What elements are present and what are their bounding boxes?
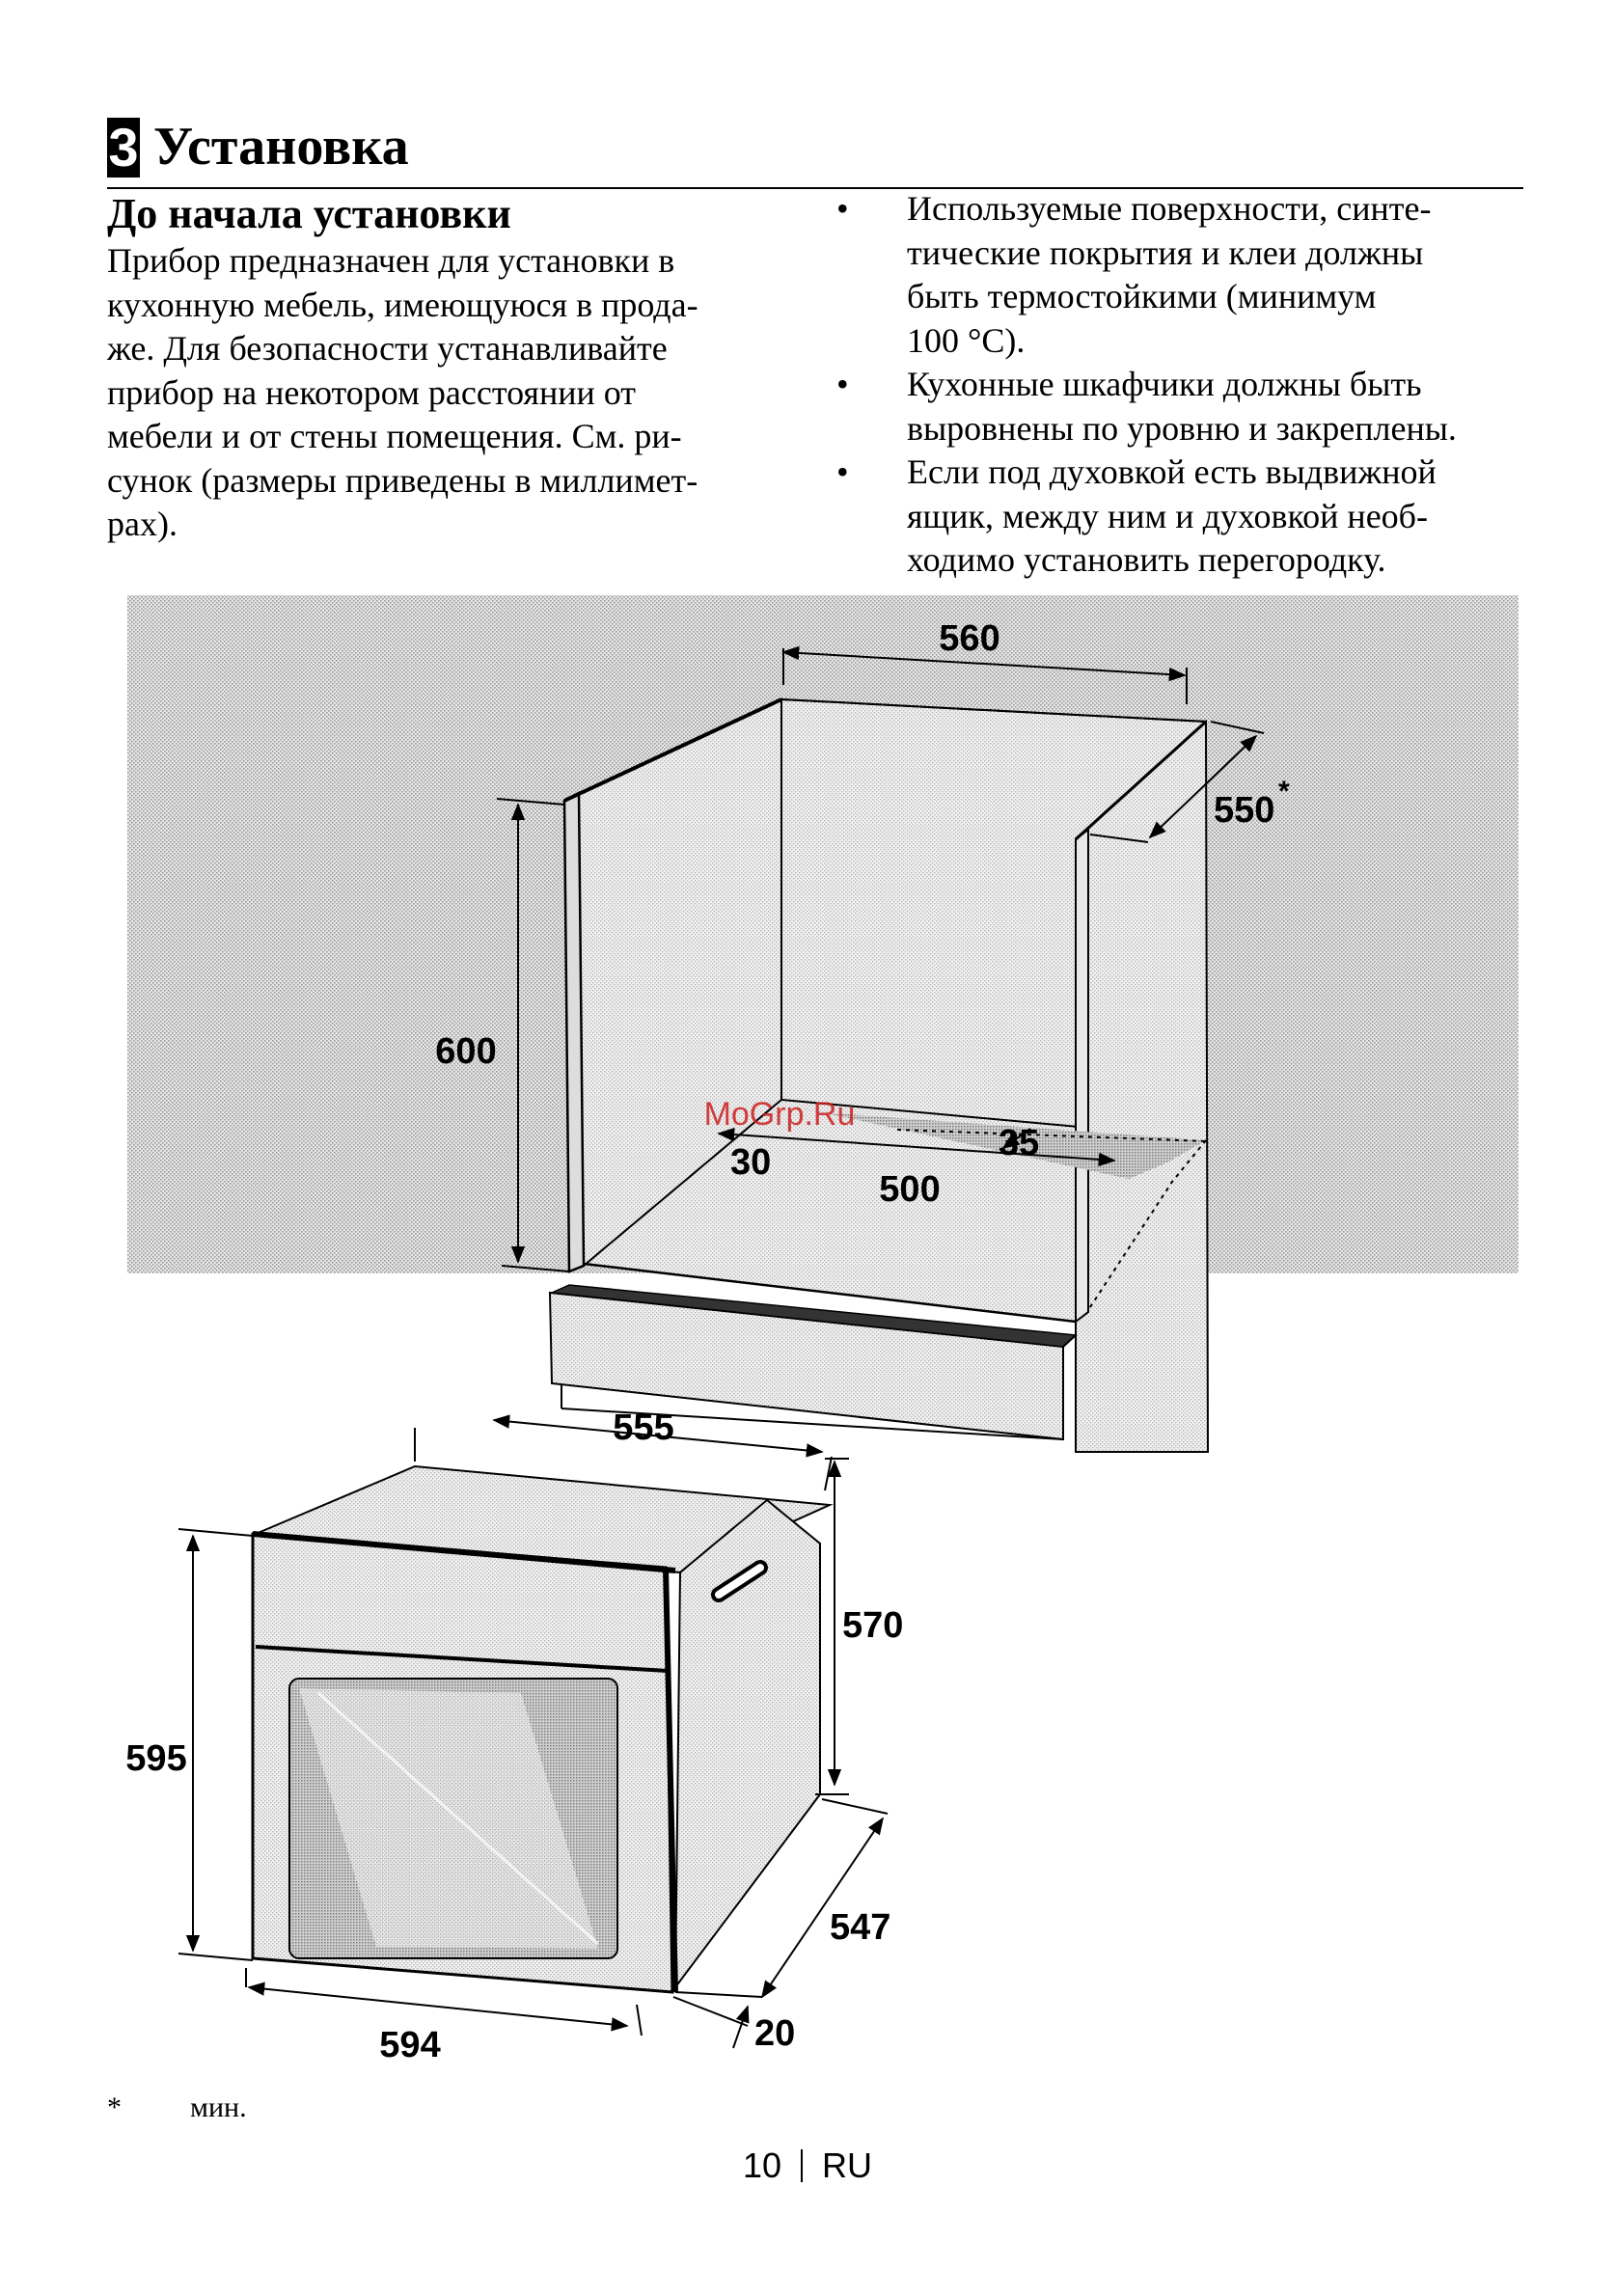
bullet-dot: • (836, 365, 849, 403)
footnote-text: мин. (190, 2091, 247, 2123)
dim-cabinet-width: 560 (939, 618, 1000, 659)
dim-vent-front: 30 (730, 1142, 772, 1183)
watermark: MoGrp.Ru (703, 1096, 856, 1133)
list-item-line: ходимо установить перегородку. (907, 540, 1386, 579)
dim-cabinet-height: 600 (435, 1031, 497, 1072)
list-item-line: ящик, между ним и духовкой необ- (907, 496, 1428, 535)
dim-vent-depth: 500 (879, 1169, 941, 1210)
section-title: Установка (153, 117, 409, 177)
list-item-line: быть термостойкими (минимум (907, 277, 1377, 315)
footnote-mark: * (107, 2091, 122, 2123)
intro-line: кухонную мебель, имеющуюся в прода- (107, 285, 698, 324)
built-in-oven (253, 1466, 830, 1992)
subheading: До начала установки (107, 190, 511, 237)
intro-line: мебели и от стены помещения. См. ри- (107, 417, 682, 455)
intro-line: же. Для безопасности устанавливайте (107, 329, 668, 368)
dim-oven-body-depth: 547 (830, 1907, 891, 1948)
footnote (107, 2089, 247, 2127)
dim-oven-body-height: 570 (842, 1605, 904, 1646)
page-language: RU (822, 2146, 873, 2185)
dim-cabinet-depth: 550 (1214, 790, 1275, 831)
dim-cabinet-depth-note: * (1278, 776, 1290, 807)
dim-vent-width: 35 (999, 1123, 1040, 1163)
bullet-dot: • (836, 452, 849, 491)
page-number: 10 (742, 2146, 781, 2185)
list-item-line: выровнены по уровню и закреплены. (907, 408, 1457, 448)
list-item-line: Если под духовкой есть выдвижной (907, 452, 1437, 491)
intro-line: рах). (107, 505, 178, 543)
dim-oven-top-width: 555 (613, 1408, 674, 1448)
bullet-dot: • (836, 189, 849, 228)
list-item-line: тические покрытия и клеи должны (907, 232, 1424, 272)
intro-line: Прибор предназначен для установки в (107, 241, 675, 280)
page-footer (0, 2144, 1615, 2188)
intro-line: сунок (размеры приведены в миллимет- (107, 460, 698, 500)
dim-oven-door-thickness: 20 (754, 2013, 796, 2054)
footer-separator (801, 2149, 803, 2182)
section-number-badge: 3 (108, 117, 139, 178)
intro-line: прибор на некотором расстоянии от (107, 372, 636, 412)
dim-oven-front-height: 595 (125, 1738, 187, 1779)
kitchen-cabinet (550, 699, 1208, 1452)
dim-oven-front-width: 594 (379, 2025, 441, 2065)
list-item-line: Кухонные шкафчики должны быть (907, 365, 1422, 403)
list-item-line: Используемые поверхности, синте- (907, 189, 1432, 228)
list-item-line: 100 °C). (907, 320, 1026, 360)
